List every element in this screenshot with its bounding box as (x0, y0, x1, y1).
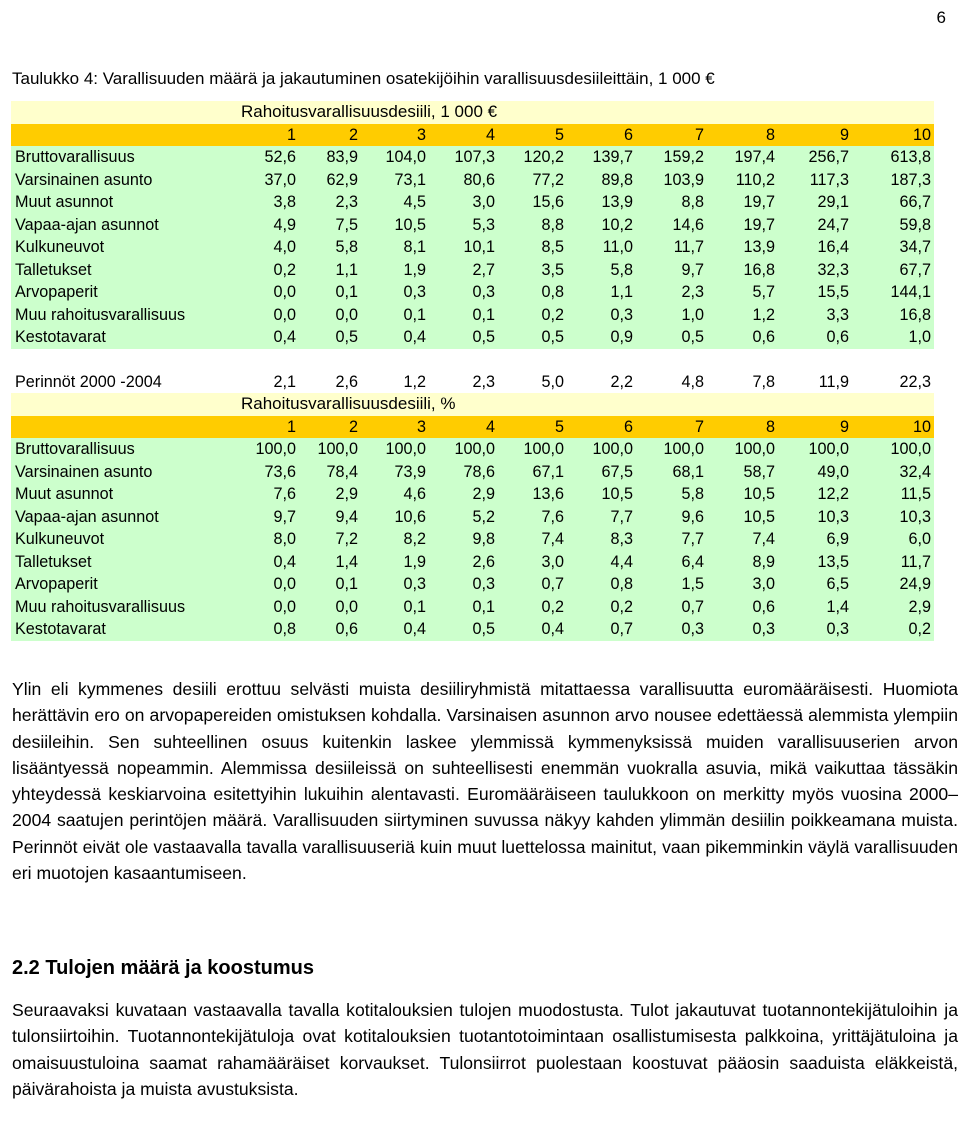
table-row (11, 461, 934, 484)
decile-header: 10 (852, 416, 934, 439)
cell-value: 19,7 (707, 214, 778, 237)
table-row (11, 146, 934, 169)
cell-value: 2,1 (241, 371, 299, 394)
cell-value: 66,7 (852, 191, 934, 214)
cell-value: 7,6 (241, 483, 299, 506)
cell-value: 1,2 (361, 371, 429, 394)
cell-value: 0,3 (429, 573, 498, 596)
cell-value: 9,6 (636, 506, 707, 529)
cell-value: 5,3 (429, 214, 498, 237)
cell-value: 10,5 (567, 483, 636, 506)
spacer-cell (11, 349, 934, 371)
cell-value: 77,2 (498, 169, 567, 192)
cell-value: 0,2 (241, 259, 299, 282)
cell-value: 11,9 (778, 371, 852, 394)
cell-value: 100,0 (241, 438, 299, 461)
decile-header: 2 (299, 124, 361, 147)
cell-value: 8,9 (707, 551, 778, 574)
cell-value: 10,2 (567, 214, 636, 237)
table-row (11, 528, 934, 551)
cell-value: 6,0 (852, 528, 934, 551)
cell-value: 2,3 (636, 281, 707, 304)
cell-value: 3,0 (498, 551, 567, 574)
table-row (11, 326, 934, 349)
cell-value: 100,0 (567, 438, 636, 461)
decile-header-blank (11, 416, 241, 439)
cell-value: 7,7 (636, 528, 707, 551)
cell-value: 4,0 (241, 236, 299, 259)
row-label: Muut asunnot (11, 191, 241, 214)
cell-value: 100,0 (498, 438, 567, 461)
table-row (11, 551, 934, 574)
table-row (11, 438, 934, 461)
cell-value: 117,3 (778, 169, 852, 192)
cell-value: 104,0 (361, 146, 429, 169)
cell-value: 10,6 (361, 506, 429, 529)
cell-value: 16,8 (707, 259, 778, 282)
cell-value: 10,3 (852, 506, 934, 529)
cell-value: 0,1 (299, 573, 361, 596)
cell-value: 8,2 (361, 528, 429, 551)
table-row (11, 169, 934, 192)
cell-value: 19,7 (707, 191, 778, 214)
section-heading: 2.2 Tulojen määrä ja koostumus (12, 957, 314, 979)
wealth-table (11, 101, 934, 641)
cell-value: 0,0 (241, 281, 299, 304)
cell-value: 8,5 (498, 236, 567, 259)
cell-value: 22,3 (852, 371, 934, 394)
decile-header: 7 (636, 416, 707, 439)
cell-value: 5,7 (707, 281, 778, 304)
cell-value: 100,0 (429, 438, 498, 461)
cell-value: 73,6 (241, 461, 299, 484)
cell-value: 100,0 (299, 438, 361, 461)
row-label: Muu rahoitusvarallisuus (11, 304, 241, 327)
cell-value: 58,7 (707, 461, 778, 484)
row-label: Bruttovarallisuus (11, 438, 241, 461)
spacer-row (11, 349, 934, 371)
decile-header: 9 (778, 124, 852, 147)
cell-value: 10,5 (707, 483, 778, 506)
cell-value: 16,4 (778, 236, 852, 259)
cell-value: 11,0 (567, 236, 636, 259)
row-label: Vapaa-ajan asunnot (11, 506, 241, 529)
cell-value: 2,6 (299, 371, 361, 394)
row-label: Varsinainen asunto (11, 169, 241, 192)
cell-value: 0,3 (778, 618, 852, 641)
cell-value: 0,1 (361, 596, 429, 619)
section-title: Rahoitusvarallisuusdesiili, % (241, 393, 934, 416)
cell-value: 0,3 (636, 618, 707, 641)
cell-value: 0,8 (498, 281, 567, 304)
row-label: Kestotavarat (11, 618, 241, 641)
cell-value: 8,0 (241, 528, 299, 551)
decile-header: 8 (707, 124, 778, 147)
decile-header: 1 (241, 416, 299, 439)
decile-header: 1 (241, 124, 299, 147)
cell-value: 0,8 (241, 618, 299, 641)
page-number: 6 (936, 8, 946, 27)
cell-value: 29,1 (778, 191, 852, 214)
decile-header: 6 (567, 124, 636, 147)
cell-value: 11,7 (852, 551, 934, 574)
cell-value: 4,5 (361, 191, 429, 214)
cell-value: 9,7 (241, 506, 299, 529)
paragraph-1: Ylin eli kymmenes desiili erottuu selvästi muista desiiliryhmistä mitattaessa varallisuutta euromääräisesti. Huomiota herättävin ero on arvopapereiden omistuksen kohdalla. Varsinaisen asunnon arvo nousee edettäessä alemmista ylempiin desiileihin. Sen suhteellinen osuus kuitenkin laskee ylemmissä kymmenyksissä muiden varallisuuserien arvon lisääntyessä nopeammin. Alemmissa desiileissä on suhteellisesti enemmän vuokralla asuvia, mikä vaikuttaa tässäkin yhteydessä keskiarvoina esitettyihin lukuihin alentavasti. Euromääräiseen taulukkoon on merkitty myös vuosina 2000–2004 saatujen perintöjen määrä. Varallisuuden siirtyminen suvussa näkyy kahden ylimmän desiilin poikkeamana muista. Perinnöt eivät ole vastaavalla tavalla varallisuuseriä kuin muut luettelossa mainitut, vaan pikemminkin väylä varallisuuden eri muotojen kasaantumiseen. (12, 679, 958, 884)
cell-value: 0,2 (498, 596, 567, 619)
cell-value: 24,7 (778, 214, 852, 237)
cell-value: 0,1 (429, 304, 498, 327)
cell-value: 7,8 (707, 371, 778, 394)
cell-value: 0,1 (361, 304, 429, 327)
cell-value: 0,3 (567, 304, 636, 327)
row-label: Kulkuneuvot (11, 528, 241, 551)
table-section-percent (11, 393, 934, 641)
table-row (11, 618, 934, 641)
cell-value: 5,8 (567, 259, 636, 282)
cell-value: 67,7 (852, 259, 934, 282)
cell-value: 5,2 (429, 506, 498, 529)
decile-header: 7 (636, 124, 707, 147)
cell-value: 7,7 (567, 506, 636, 529)
cell-value: 5,8 (299, 236, 361, 259)
cell-value: 49,0 (778, 461, 852, 484)
table-row (11, 483, 934, 506)
decile-header: 5 (498, 124, 567, 147)
cell-value: 80,6 (429, 169, 498, 192)
cell-value: 0,3 (361, 281, 429, 304)
cell-value: 1,0 (636, 304, 707, 327)
decile-header: 5 (498, 416, 567, 439)
cell-value: 3,3 (778, 304, 852, 327)
cell-value: 12,2 (778, 483, 852, 506)
cell-value: 0,5 (636, 326, 707, 349)
cell-value: 0,4 (361, 326, 429, 349)
cell-value: 15,6 (498, 191, 567, 214)
cell-value: 5,8 (636, 483, 707, 506)
cell-value: 0,4 (241, 326, 299, 349)
cell-value: 139,7 (567, 146, 636, 169)
cell-value: 68,1 (636, 461, 707, 484)
cell-value: 9,8 (429, 528, 498, 551)
cell-value: 6,4 (636, 551, 707, 574)
inheritance-row (11, 371, 934, 394)
decile-header: 6 (567, 416, 636, 439)
cell-value: 4,9 (241, 214, 299, 237)
cell-value: 103,9 (636, 169, 707, 192)
cell-value: 78,4 (299, 461, 361, 484)
decile-header: 2 (299, 416, 361, 439)
cell-value: 1,5 (636, 573, 707, 596)
row-label: Talletukset (11, 551, 241, 574)
row-label: Arvopaperit (11, 281, 241, 304)
cell-value: 159,2 (636, 146, 707, 169)
cell-value: 13,5 (778, 551, 852, 574)
row-label: Muut asunnot (11, 483, 241, 506)
cell-value: 8,1 (361, 236, 429, 259)
cell-value: 32,4 (852, 461, 934, 484)
cell-value: 2,3 (429, 371, 498, 394)
cell-value: 14,6 (636, 214, 707, 237)
decile-header: 4 (429, 124, 498, 147)
section-title-row (11, 101, 934, 124)
decile-header: 10 (852, 124, 934, 147)
cell-value: 613,8 (852, 146, 934, 169)
section-title-spacer (11, 393, 241, 416)
row-label: Varsinainen asunto (11, 461, 241, 484)
cell-value: 7,6 (498, 506, 567, 529)
cell-value: 67,5 (567, 461, 636, 484)
cell-value: 1,4 (778, 596, 852, 619)
cell-value: 7,5 (299, 214, 361, 237)
cell-value: 0,7 (498, 573, 567, 596)
cell-value: 144,1 (852, 281, 934, 304)
table-row (11, 281, 934, 304)
cell-value: 0,7 (567, 618, 636, 641)
cell-value: 52,6 (241, 146, 299, 169)
cell-value: 10,3 (778, 506, 852, 529)
cell-value: 6,9 (778, 528, 852, 551)
cell-value: 8,3 (567, 528, 636, 551)
cell-value: 0,3 (361, 573, 429, 596)
cell-value: 67,1 (498, 461, 567, 484)
cell-value: 11,7 (636, 236, 707, 259)
cell-value: 256,7 (778, 146, 852, 169)
cell-value: 11,5 (852, 483, 934, 506)
row-label: Bruttovarallisuus (11, 146, 241, 169)
paragraph-2: Seuraavaksi kuvataan vastaavalla tavalla kotitalouksien tulojen muodostusta. Tulot jakautuvat tuotannontekijätuloihin ja tulonsiirtoihin. Tuotannontekijätuloja ovat kotitalouksien tuotantotoimintaan osallistumisesta palkkoina, yrittäjätuloina ja omaisuustuloina saamat rahamääräiset korvaukset. Tulonsiirrot puolestaan koostuvat pääosin saaduista eläkkeistä, päivärahoista ja muista avustuksista. (12, 1000, 958, 1099)
cell-value: 2,2 (567, 371, 636, 394)
cell-value: 89,8 (567, 169, 636, 192)
row-label: Arvopaperit (11, 573, 241, 596)
cell-value: 100,0 (361, 438, 429, 461)
cell-value: 0,6 (707, 596, 778, 619)
cell-value: 73,1 (361, 169, 429, 192)
cell-value: 0,1 (429, 596, 498, 619)
cell-value: 13,9 (567, 191, 636, 214)
cell-value: 3,5 (498, 259, 567, 282)
cell-value: 2,3 (299, 191, 361, 214)
decile-header-row (11, 124, 934, 147)
cell-value: 4,4 (567, 551, 636, 574)
row-label: Talletukset (11, 259, 241, 282)
cell-value: 9,7 (636, 259, 707, 282)
cell-value: 187,3 (852, 169, 934, 192)
cell-value: 10,1 (429, 236, 498, 259)
cell-value: 0,5 (429, 618, 498, 641)
cell-value: 24,9 (852, 573, 934, 596)
row-label: Vapaa-ajan asunnot (11, 214, 241, 237)
cell-value: 8,8 (636, 191, 707, 214)
cell-value: 7,2 (299, 528, 361, 551)
section-title: Rahoitusvarallisuusdesiili, 1 000 € (241, 101, 934, 124)
cell-value: 0,6 (299, 618, 361, 641)
cell-value: 0,0 (241, 573, 299, 596)
cell-value: 62,9 (299, 169, 361, 192)
cell-value: 0,7 (636, 596, 707, 619)
cell-value: 107,3 (429, 146, 498, 169)
cell-value: 6,5 (778, 573, 852, 596)
section-title-row (11, 393, 934, 416)
cell-value: 0,0 (299, 304, 361, 327)
cell-value: 3,0 (707, 573, 778, 596)
cell-value: 4,6 (361, 483, 429, 506)
cell-value: 16,8 (852, 304, 934, 327)
table-row (11, 506, 934, 529)
cell-value: 83,9 (299, 146, 361, 169)
table-caption: Taulukko 4: Varallisuuden määrä ja jakautuminen osatekijöihin varallisuusdesiileittäin, 1 000 € (12, 69, 715, 88)
table-row (11, 214, 934, 237)
cell-value: 3,8 (241, 191, 299, 214)
cell-value: 0,6 (707, 326, 778, 349)
cell-value: 1,1 (567, 281, 636, 304)
cell-value: 0,5 (299, 326, 361, 349)
row-label: Perinnöt 2000 -2004 (11, 371, 241, 394)
section-title-spacer (11, 101, 241, 124)
cell-value: 37,0 (241, 169, 299, 192)
table-row (11, 304, 934, 327)
cell-value: 120,2 (498, 146, 567, 169)
table-row (11, 259, 934, 282)
cell-value: 1,9 (361, 259, 429, 282)
decile-header: 4 (429, 416, 498, 439)
cell-value: 1,9 (361, 551, 429, 574)
cell-value: 3,0 (429, 191, 498, 214)
cell-value: 7,4 (498, 528, 567, 551)
cell-value: 100,0 (778, 438, 852, 461)
cell-value: 13,9 (707, 236, 778, 259)
cell-value: 2,9 (429, 483, 498, 506)
decile-header: 3 (361, 416, 429, 439)
cell-value: 0,1 (299, 281, 361, 304)
cell-value: 8,8 (498, 214, 567, 237)
cell-value: 0,6 (778, 326, 852, 349)
cell-value: 0,0 (299, 596, 361, 619)
cell-value: 0,5 (429, 326, 498, 349)
cell-value: 10,5 (361, 214, 429, 237)
cell-value: 100,0 (852, 438, 934, 461)
cell-value: 78,6 (429, 461, 498, 484)
decile-header: 8 (707, 416, 778, 439)
cell-value: 32,3 (778, 259, 852, 282)
cell-value: 0,0 (241, 596, 299, 619)
table-row (11, 596, 934, 619)
decile-header: 3 (361, 124, 429, 147)
cell-value: 0,4 (241, 551, 299, 574)
cell-value: 5,0 (498, 371, 567, 394)
decile-header-blank (11, 124, 241, 147)
cell-value: 1,1 (299, 259, 361, 282)
cell-value: 1,4 (299, 551, 361, 574)
cell-value: 0,3 (707, 618, 778, 641)
cell-value: 9,4 (299, 506, 361, 529)
cell-value: 197,4 (707, 146, 778, 169)
table-row (11, 191, 934, 214)
cell-value: 59,8 (852, 214, 934, 237)
cell-value: 4,8 (636, 371, 707, 394)
cell-value: 0,9 (567, 326, 636, 349)
cell-value: 2,7 (429, 259, 498, 282)
cell-value: 0,4 (498, 618, 567, 641)
cell-value: 100,0 (707, 438, 778, 461)
cell-value: 0,0 (241, 304, 299, 327)
row-label: Muu rahoitusvarallisuus (11, 596, 241, 619)
cell-value: 110,2 (707, 169, 778, 192)
table-row (11, 236, 934, 259)
cell-value: 7,4 (707, 528, 778, 551)
cell-value: 73,9 (361, 461, 429, 484)
table-row (11, 573, 934, 596)
cell-value: 2,6 (429, 551, 498, 574)
cell-value: 34,7 (852, 236, 934, 259)
cell-value: 0,8 (567, 573, 636, 596)
row-label: Kestotavarat (11, 326, 241, 349)
cell-value: 100,0 (636, 438, 707, 461)
cell-value: 10,5 (707, 506, 778, 529)
cell-value: 0,3 (429, 281, 498, 304)
cell-value: 0,4 (361, 618, 429, 641)
cell-value: 2,9 (299, 483, 361, 506)
decile-header-row (11, 416, 934, 439)
cell-value: 0,5 (498, 326, 567, 349)
cell-value: 0,2 (498, 304, 567, 327)
table-section-euro (11, 101, 934, 393)
decile-header: 9 (778, 416, 852, 439)
row-label: Kulkuneuvot (11, 236, 241, 259)
cell-value: 0,2 (567, 596, 636, 619)
cell-value: 13,6 (498, 483, 567, 506)
cell-value: 15,5 (778, 281, 852, 304)
cell-value: 2,9 (852, 596, 934, 619)
cell-value: 0,2 (852, 618, 934, 641)
cell-value: 1,2 (707, 304, 778, 327)
cell-value: 1,0 (852, 326, 934, 349)
